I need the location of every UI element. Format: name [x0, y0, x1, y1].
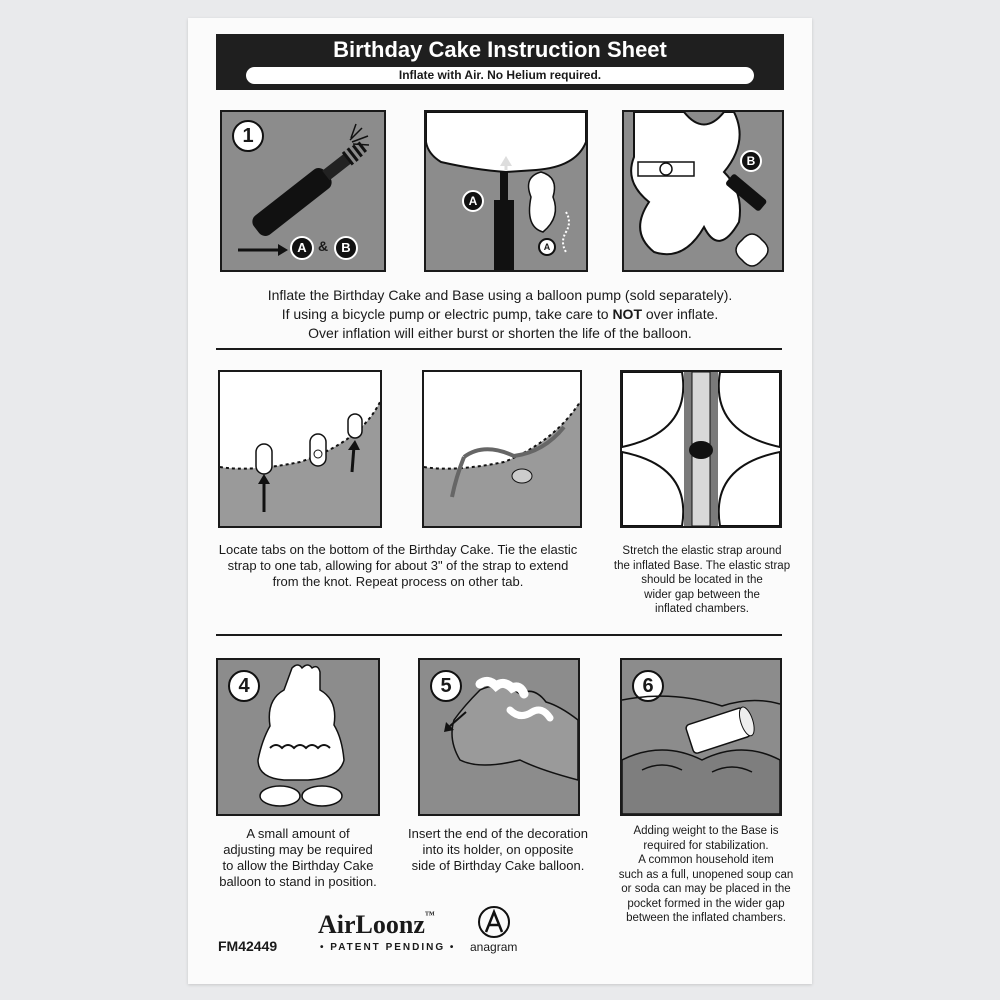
step5-caption-line1: Insert the end of the decoration: [408, 826, 588, 841]
instruction-sheet: [188, 18, 812, 984]
step2-panel-tabs: [218, 370, 382, 528]
anagram-mark-icon: [470, 904, 518, 940]
step2-caption: [208, 542, 588, 590]
step4-caption-line4: balloon to stand in position.: [219, 874, 377, 889]
step5-caption-line3: side of Birthday Cake balloon.: [411, 858, 585, 873]
step5-panel-decoration: [418, 658, 580, 816]
step1-caption-line1: Inflate the Birthday Cake and Base using a balloon pump (sold separately).: [267, 287, 733, 303]
step-number-5: 5: [430, 670, 462, 702]
not-emphasis: NOT: [612, 306, 642, 322]
step-number-4: 4: [228, 670, 260, 702]
sheet-subtitle: Inflate with Air. No Helium required.: [246, 67, 754, 84]
step3-caption-line4: wider gap between the: [644, 588, 760, 601]
step3-caption-line3: should be located in the: [641, 574, 763, 586]
step4-panel-stand: [216, 658, 380, 816]
step3-caption-line5: inflated chambers.: [655, 603, 749, 615]
ampersand: &: [318, 238, 329, 254]
base-strap-illustration: [622, 372, 780, 526]
stand-illustration: [218, 660, 378, 814]
step6-caption-line2: required for stabilization.: [643, 839, 769, 852]
divider-2: [216, 634, 782, 636]
step4-caption-line3: to allow the Birthday Cake: [222, 858, 374, 873]
step1-panel-pump: [220, 110, 386, 272]
cake-inflate-illustration: [426, 112, 586, 270]
tabs-illustration: [220, 372, 380, 526]
step6-caption-line4: such as a full, unopened soup can: [618, 868, 794, 881]
step2-panel-tie: [422, 370, 582, 528]
patent-pending: • PATENT PENDING •: [320, 942, 456, 953]
label-a-badge-2: A: [462, 190, 484, 212]
step6-caption-line6: pocket formed in the wider gap: [627, 897, 785, 910]
step1-caption: [228, 286, 772, 343]
step6-caption-line7: between the inflated chambers.: [626, 912, 786, 924]
step1-caption-line3: Over inflation will either burst or shorten the life of the balloon.: [308, 325, 692, 341]
step3-caption-line1: Stretch the elastic strap around: [622, 545, 782, 557]
product-code: FM42449: [218, 938, 278, 954]
step4-caption: [208, 826, 388, 890]
anagram-logo: [470, 904, 518, 964]
label-b-badge-2: B: [740, 150, 762, 172]
step3-caption-line2: the inflated Base. The elastic strap: [613, 559, 791, 572]
step2-caption-line2: strap to one tab, allowing for about 3" of the strap to extend: [227, 558, 569, 573]
step6-panel-weight: [620, 658, 782, 816]
step-number-6: 6: [632, 670, 664, 702]
weight-illustration: [622, 660, 780, 814]
step2-caption-line1: Locate tabs on the bottom of the Birthday Cake. Tie the elastic: [218, 542, 578, 557]
label-a-badge: A: [290, 236, 314, 260]
sheet-title: Birthday Cake Instruction Sheet: [333, 37, 667, 62]
step6-caption: [608, 824, 804, 926]
airloonz-logo: AirLoonz™: [318, 910, 435, 939]
step5-caption: [400, 826, 596, 874]
step3-panel-base-strap: [620, 370, 782, 528]
step6-caption-line5: or soda can may be placed in the: [621, 883, 791, 895]
step3-caption: [608, 544, 796, 617]
label-a-badge-3: A: [538, 238, 556, 256]
step6-caption-line3: A common household item: [638, 854, 774, 866]
decoration-illustration: [420, 660, 578, 814]
step1-panel-cake-inflate: [424, 110, 588, 272]
anagram-wordmark: anagram: [470, 940, 518, 954]
step5-caption-line2: into its holder, on opposite: [422, 842, 574, 857]
tie-illustration: [424, 372, 580, 526]
label-b-badge: B: [334, 236, 358, 260]
step-number-1: 1: [232, 120, 264, 152]
base-inflate-illustration: [624, 112, 782, 270]
divider-1: [216, 348, 782, 350]
header-banner: [216, 34, 784, 90]
step4-caption-line2: adjusting may be required: [223, 842, 373, 857]
step1-panel-base-inflate: [622, 110, 784, 272]
step1-caption-line2: If using a bicycle pump or electric pump, take care to NOT over inflate.: [281, 306, 719, 322]
step2-caption-line3: from the knot. Repeat process on other tab.: [272, 574, 524, 589]
step4-caption-line1: A small amount of: [246, 826, 350, 841]
step6-caption-line1: Adding weight to the Base is: [633, 825, 779, 837]
